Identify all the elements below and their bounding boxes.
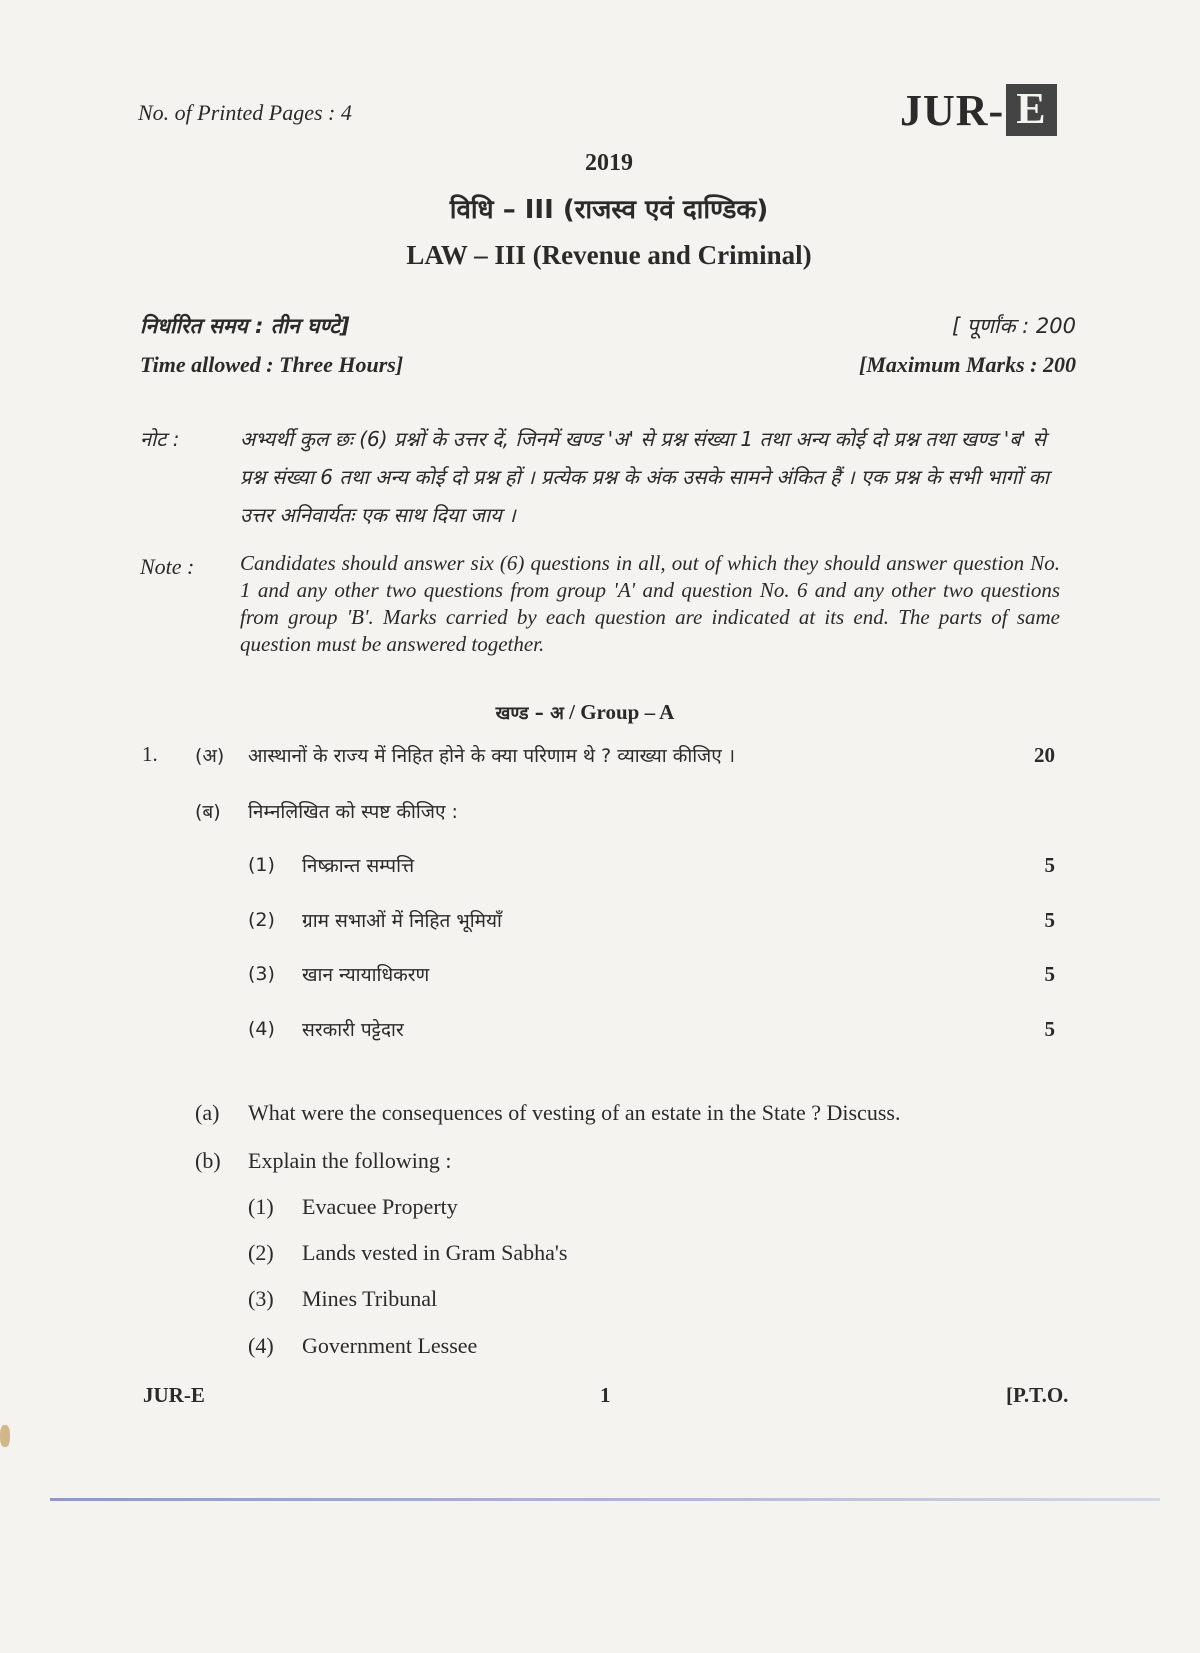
list-item-text: Evacuee Property [302, 1194, 458, 1219]
paper-code [900, 84, 1057, 136]
q1-english-a-label: (a) [195, 1100, 220, 1125]
list-item-label: (1) [248, 1194, 274, 1219]
footer-page-number: 1 [600, 1383, 611, 1407]
list-item-text: Lands vested in Gram Sabha's [302, 1240, 568, 1265]
list-item-label: (4) [248, 1018, 275, 1040]
group-heading-hindi: खण्ड – अ [495, 703, 564, 724]
list-item-label: (1) [248, 854, 275, 876]
scan-mark [0, 1425, 10, 1447]
note-label-hindi: नोट : [140, 427, 180, 451]
footer-paper-code: JUR-E [143, 1383, 205, 1407]
exam-year: 2019 [585, 150, 633, 176]
group-heading-english: Group – A [580, 700, 675, 724]
bottom-divider [50, 1498, 1160, 1501]
q1-english-b-text: Explain the following : [248, 1148, 452, 1173]
note-text-hindi: अभ्यर्थी कुल छः (6) प्रश्नों के उत्तर दें, जिनमें खण्ड 'अ' से प्रश्न संख्या 1 तथा अन्य कोई दो प्रश्न तथा खण्ड 'ब' से प्रश्न संख्या 6 तथा अन्य कोई दो प्रश्न हों । प्रत्येक प्रश्न के अंक उसके सामने अंकित हैं । एक प्रश्न के सभी भागों का उत्तर अनिवार्यतः एक साथ दिया जाय । [240, 427, 1049, 527]
q1-hindi-a-label: (अ) [195, 745, 225, 767]
group-heading [0, 700, 1170, 725]
list-item-text: Mines Tribunal [302, 1286, 438, 1311]
q1-english-b-label: (b) [195, 1148, 221, 1173]
list-item-marks: 5 [1044, 908, 1055, 932]
note-label-english: Note : [140, 554, 195, 579]
paper-code-suffix: E [1006, 84, 1056, 136]
list-item-label: (2) [248, 1240, 274, 1265]
q1-hindi-b-text: निम्नलिखित को स्पष्ट कीजिए : [248, 801, 458, 823]
list-item-label: (4) [248, 1333, 274, 1358]
list-item-text: ग्राम सभाओं में निहित भूमियाँ [302, 910, 502, 932]
time-allowed-hindi: निर्धारित समय : तीन घण्टे] [140, 314, 350, 338]
group-heading-separator: / [563, 700, 581, 724]
printed-pages-count: No. of Printed Pages : 4 [138, 100, 352, 125]
list-item-label: (3) [248, 1286, 274, 1311]
list-item-label: (2) [248, 909, 275, 931]
list-item-marks: 5 [1044, 962, 1055, 986]
question-number: 1. [142, 742, 158, 766]
footer-pto: [P.T.O. [1006, 1383, 1069, 1407]
list-item-text: खान न्यायाधिकरण [302, 964, 430, 986]
q1-hindi-a-text: आस्थानों के राज्य में निहित होने के क्या परिणाम थे ? व्याख्या कीजिए । [248, 745, 736, 767]
paper-title-english: LAW – III (Revenue and Criminal) [406, 240, 812, 270]
list-item-text: सरकारी पट्टेदार [302, 1019, 404, 1041]
list-item-text: निष्क्रान्त सम्पत्ति [302, 855, 415, 877]
q1-english-a-text: What were the consequences of vesting of an estate in the State ? Discuss. [248, 1100, 901, 1125]
max-marks-english: [Maximum Marks : 200 [859, 352, 1076, 377]
list-item-marks: 5 [1044, 853, 1055, 877]
list-item-text: Government Lessee [302, 1333, 478, 1358]
paper-code-prefix: JUR- [900, 85, 1005, 135]
q1-a-marks: 20 [1034, 743, 1055, 767]
max-marks-hindi: [ पूर्णांक : 200 [951, 314, 1076, 338]
q1-hindi-b-label: (ब) [195, 801, 221, 823]
paper-title-hindi: विधि – III (राजस्व एवं दाण्डिक) [449, 195, 769, 225]
note-text-english: Candidates should answer six (6) questions in all, out of which they should answer question No. 1 and any other two questions from group 'A' and question No. 6 and any other two questions from group 'B'. Marks carried by each question are indicated at its end. The parts of same question must be answered together. [240, 551, 1060, 656]
list-item-marks: 5 [1044, 1017, 1055, 1041]
time-allowed-english: Time allowed : Three Hours] [140, 352, 404, 377]
list-item-label: (3) [248, 963, 275, 985]
